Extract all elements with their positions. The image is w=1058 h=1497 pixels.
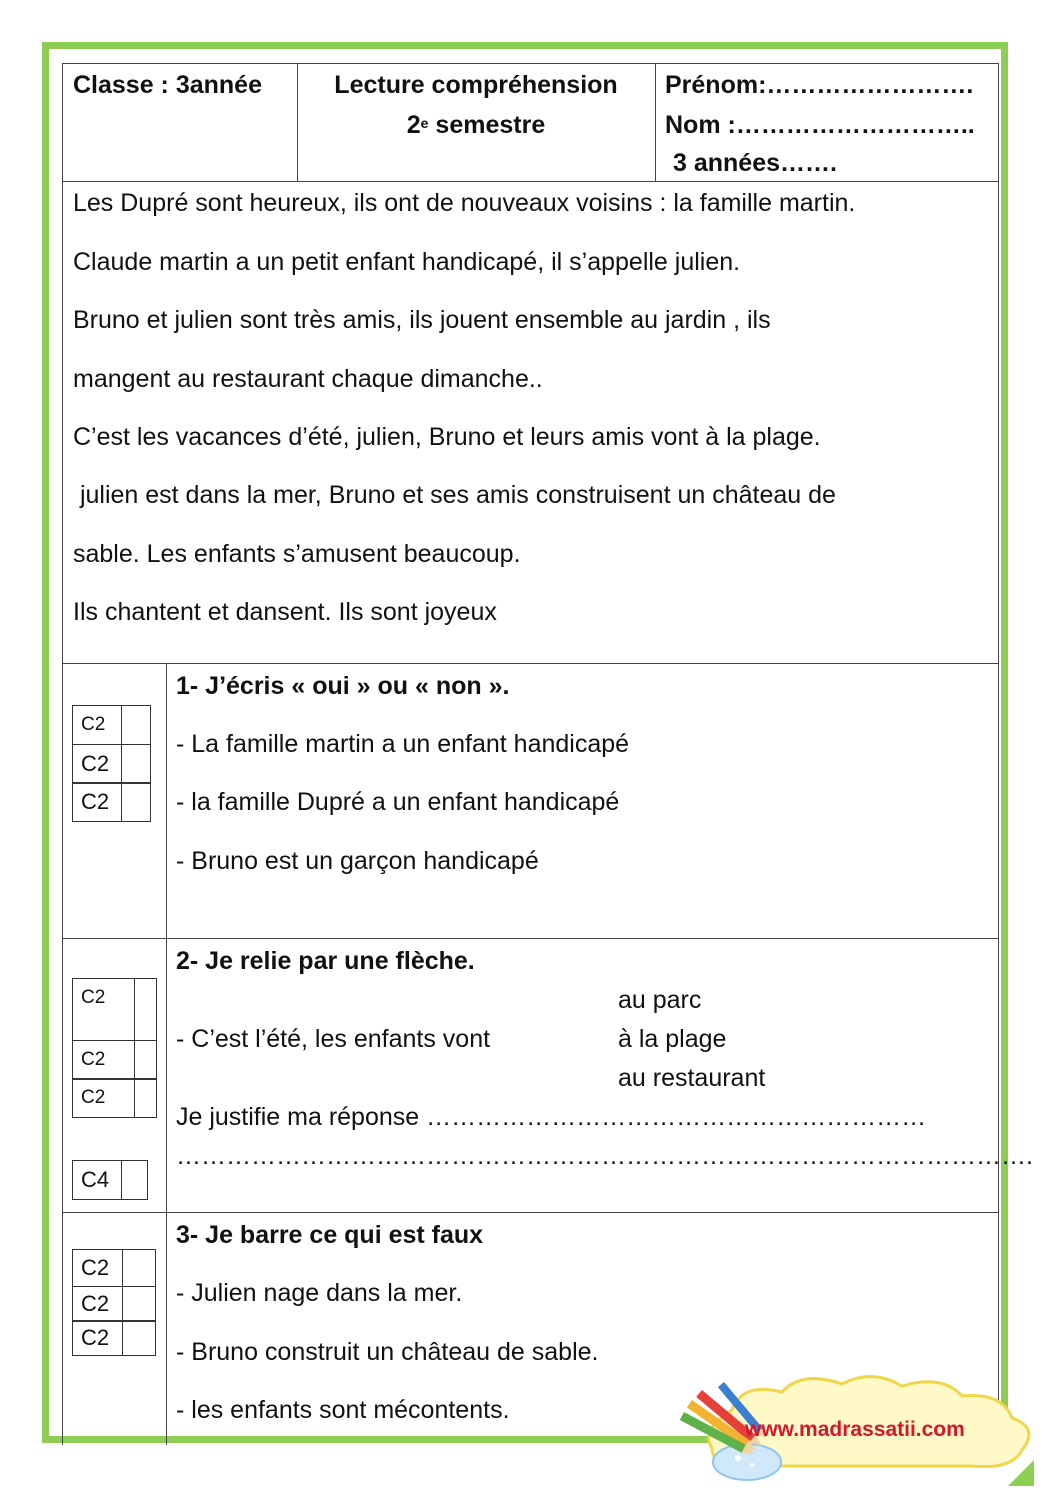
score-box[interactable]: C2 [72, 978, 157, 1041]
score-box-c4[interactable]: C4 [72, 1160, 148, 1200]
annees-field[interactable]: 3 années……. [673, 149, 837, 177]
header-divider [655, 63, 656, 181]
score-box[interactable]: C2 [72, 705, 151, 745]
text-line: mangent au restaurant chaque dimanche.. [73, 365, 543, 393]
q1-item: - La famille martin a un enfant handicapé [176, 730, 630, 758]
page-corner-icon [1008, 1460, 1034, 1486]
class-label: Classe : 3année [73, 71, 262, 99]
score-box[interactable]: C2 [72, 1040, 157, 1080]
q3-item[interactable]: - Julien nage dans la mer. [176, 1279, 463, 1307]
q2-score-boxes [72, 978, 157, 1118]
row-divider [62, 938, 999, 939]
score-box[interactable]: C2 [72, 782, 151, 822]
score-box[interactable]: C2 [72, 744, 151, 784]
q1-item: - Bruno est un garçon handicapé [176, 847, 539, 875]
q2-option[interactable]: au parc [618, 986, 702, 1014]
score-column-divider [166, 663, 167, 1445]
score-box[interactable]: C2 [72, 1320, 156, 1356]
q1-title: 1- J’écris « oui » ou « non ». [176, 672, 510, 700]
text-line: C’est les vacances d’été, julien, Bruno et leurs amis vont à la plage. [73, 423, 821, 451]
row-divider [62, 181, 999, 182]
q3-item[interactable]: - les enfants sont mécontents. [176, 1396, 510, 1424]
text-line: Les Dupré sont heureux, ils ont de nouveaux voisins : la famille martin. [73, 189, 856, 217]
watermark-url[interactable]: www.madrassatii.com [745, 1418, 965, 1441]
nom-field[interactable]: Nom :……………………….. [665, 111, 975, 139]
q3-score-boxes [72, 1249, 156, 1356]
semester-label: 2e semestre [406, 111, 546, 139]
text-line: julien est dans la mer, Bruno et ses amis construisent un château de [73, 481, 836, 509]
q1-score-boxes [72, 705, 151, 822]
score-box[interactable]: C2 [72, 1249, 156, 1287]
q2-option[interactable]: à la plage [618, 1025, 727, 1053]
q1-item: - la famille Dupré a un enfant handicapé [176, 788, 620, 816]
text-line: Bruno et julien sont très amis, ils jouent ensemble au jardin , ils [73, 306, 771, 334]
q3-title: 3- Je barre ce qui est faux [176, 1221, 484, 1249]
score-box[interactable]: C2 [72, 1078, 157, 1118]
row-divider [62, 663, 999, 664]
score-box[interactable]: C2 [72, 1286, 156, 1322]
text-line: Ils chantent et dansent. Ils sont joyeux [73, 598, 497, 626]
text-line: sable. Les enfants s’amusent beaucoup. [73, 540, 521, 568]
page-title: Lecture compréhension [334, 71, 618, 99]
q2-title: 2- Je relie par une flèche. [176, 947, 475, 975]
q2-sentence: - C’est l’été, les enfants vont [176, 1025, 491, 1053]
row-divider [62, 1212, 999, 1213]
text-line: Claude martin a un petit enfant handicapé, il s’appelle julien. [73, 248, 741, 276]
prenom-field[interactable]: Prénom:……………………. [665, 71, 974, 99]
q2-answer-line[interactable]: …………………………………………………………………………………………. [176, 1142, 1033, 1170]
q2-justify[interactable]: Je justifie ma réponse …………………………………………………… [176, 1103, 927, 1131]
q3-item[interactable]: - Bruno construit un château de sable. [176, 1338, 599, 1366]
q2-option[interactable]: au restaurant [618, 1064, 766, 1092]
